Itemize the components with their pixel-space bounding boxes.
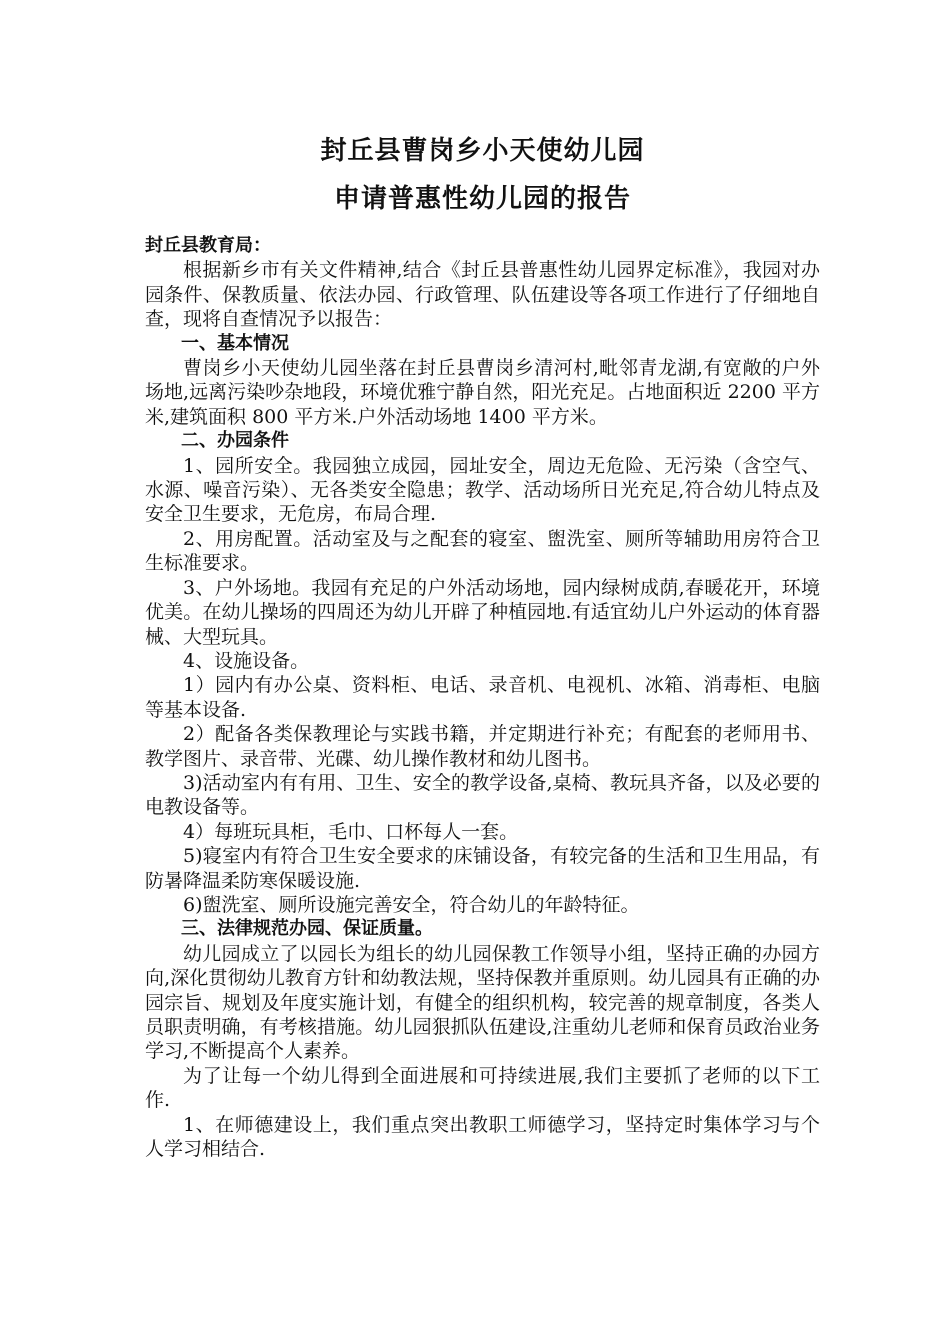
paragraph-facility-6: 6)盥洗室、厕所设施完善安全，符合幼儿的年龄特征。	[183, 893, 640, 916]
document-body	[145, 234, 820, 1161]
document-page	[145, 128, 820, 1161]
paragraph-outdoor: 3、户外场地。我园有充足的户外活动场地，园内绿树成荫,春暖花开，环境优美。在幼儿操场的四周还为幼儿开辟了种植园地.有适宜幼儿户外运动的体育器械、大型玩具。	[145, 576, 820, 648]
salutation: 封丘县教育局：	[145, 235, 271, 256]
section-heading-2: 二、办园条件	[181, 430, 289, 452]
paragraph-facility-2: 2）配备各类保教理论与实践书籍，并定期进行补充；有配套的老师用书、教学图片、录音带、光碟、幼儿操作教材和幼儿图书。	[145, 723, 820, 770]
paragraph-rooms: 2、用房配置。活动室及与之配套的寝室、盥洗室、厕所等辅助用房符合卫生标准要求。	[145, 527, 820, 575]
section-heading-1: 一、基本情况	[181, 332, 289, 354]
paragraph-teacher-work: 为了让每一个幼儿得到全面进展和可持续进展,我们主要抓了老师的以下工作.	[145, 1064, 820, 1112]
paragraph-facilities: 4、设施设备。	[183, 649, 310, 672]
document-title-line-2: 申请普惠性幼儿园的报告	[333, 184, 631, 214]
paragraph-facility-4: 4）每班玩具柜，毛巾、口杯每人一套。	[183, 820, 519, 843]
document-title-line-1: 封丘县曹岗乡小天使幼儿园	[320, 136, 645, 166]
paragraph-safety: 1、园所安全。我园独立成园，园址安全，周边无危险、无污染（含空气、水源、噪音污染）、无各类安全隐患；教学、活动场所日光充足,符合幼儿特点及安全卫生要求，无危房，布局合理.	[145, 454, 820, 526]
paragraph-ethics: 1、在师德建设上，我们重点突出教职工师德学习，坚持定时集体学习与个人学习相结合.	[145, 1113, 820, 1161]
paragraph-basic-info: 曹岗乡小天使幼儿园坐落在封丘县曹岗乡清河村,毗邻青龙湖,有宽敞的户外场地,远离污染吵杂地段，环境优雅宁静自然，阳光充足。占地面积近 2200 平方米,建筑面积 800 平方米.户外活动场地 1400 平方米。	[145, 357, 820, 428]
section-heading-3: 三、法律规范办园、保证质量。	[181, 918, 433, 940]
paragraph-management: 幼儿园成立了以园长为组长的幼儿园保教工作领导小组，坚持正确的办园方向,深化贯彻幼儿教育方针和幼教法规，坚持保教并重原则。幼儿园具有正确的办园宗旨、规划及年度实施计划，有健全的组织机构，较完善的规章制度，各类人员职责明确，有考核措施。幼儿园狠抓队伍建设,注重幼儿老师和保育员政治业务学习,不断提高个人素养。	[145, 942, 820, 1063]
paragraph-facility-1: 1）园内有办公桌、资料柜、电话、录音机、电视机、冰箱、消毒柜、电脑等基本设备.	[145, 674, 820, 721]
paragraph-facility-3: 3)活动室内有有用、卫生、安全的教学设备,桌椅、教玩具齐备，以及必要的电教设备等。	[145, 771, 820, 819]
paragraph-facility-5: 5)寝室内有符合卫生安全要求的床铺设备，有较完备的生活和卫生用品，有防暑降温柔防寒保暖设施.	[145, 845, 820, 892]
paragraph-intro: 根据新乡市有关文件精神,结合《封丘县普惠性幼儿园界定标准》，我园对办园条件、保教质量、依法办园、行政管理、队伍建设等各项工作进行了仔细地自查，现将自查情况予以报告：	[145, 259, 820, 331]
